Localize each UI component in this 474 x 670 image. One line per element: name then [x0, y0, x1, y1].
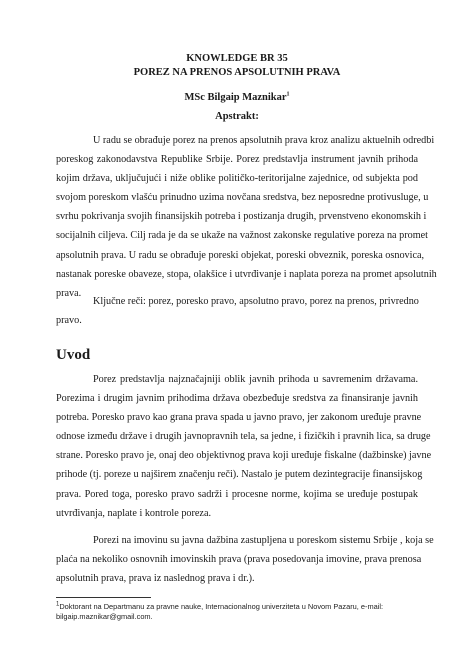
author-line — [0, 91, 474, 104]
abstract-line: prava. — [56, 287, 82, 299]
intro-paragraph-2 — [56, 531, 434, 588]
body-line: apsolutnih prava, prava iz naslednog prava i dr.). — [56, 573, 255, 585]
body-line: Porezi na imovinu su javna dažbina zastupljena u poreskom sistemu Srbije , koja se — [93, 535, 434, 546]
author-name: MSc Bilgaip Maznikar — [184, 92, 287, 103]
keywords-line: Ključne reči: porez, poresko pravo, apsolutno pravo, porez na prenos, privredno — [93, 296, 419, 307]
keywords-line: pravo. — [56, 315, 82, 327]
abstract-heading: Apstrakt: — [215, 111, 259, 122]
body-line: Porez predstavlja najznačajniji oblik javnih prihoda u savremenim državama. — [93, 374, 418, 385]
footnote-text: Doktorant na Departmanu za pravne nauke, Internacionalnog univerziteta u Novom Pazaru, e-mail: — [59, 602, 384, 611]
abstract-line: apsolutnih prava. U radu se obrađuje poreski objekat, poreski obveznik, poreska osnovica, — [56, 249, 425, 261]
header-line-1: KNOWLEDGE BR 35 — [186, 53, 288, 64]
body-line: utvrđivanja, naplate i kontrole poreza. — [56, 507, 212, 519]
abstract-line: socijalnih ciljeva. Cilj rada je da se ukaže na važnost zakonske regulative poreza na promet — [56, 230, 428, 242]
abstract-line: svrhu pokrivanja svojih finansijskih potreba i postizanja drugih, prvenstveno ekonomskih i — [56, 211, 427, 223]
keywords-paragraph — [56, 292, 418, 330]
intro-paragraph-1 — [56, 370, 432, 523]
body-line: odnose između države i drugih javnopravnih tela, sa jedne, i fizičkih i pravnih lica, sa druge — [56, 431, 431, 443]
abstract-line: poreskog zakonodavstva Republike Srbije. Porez predstavlja instrument javnih prihoda — [56, 154, 418, 166]
abstract-paragraph — [56, 131, 437, 303]
author-footnote-marker: 1 — [286, 91, 290, 98]
footnote — [56, 602, 426, 622]
paper-title: POREZ NA PRENOS APSOLUTNIH PRAVA — [133, 67, 341, 78]
footnote-marker: 1 — [56, 601, 60, 608]
body-line: potreba. Poresko pravo kao grana prava spada u javno pravo, jer zakonom uređuje pravne — [56, 412, 422, 424]
abstract-line: kojim država, uključujući i niže oblike političko-teritorijalne zajednice, od subjekta pod — [56, 173, 418, 185]
body-line: Porezima i drugim javnim prihodima država obezbeđuje sredstva za finansiranje javnih — [56, 393, 418, 405]
abstract-line: U radu se obrađuje porez na prenos apsolutnih prava kroz analizu aktuelnih odredbi — [93, 135, 435, 146]
footnote-divider — [56, 597, 151, 598]
footnote-line-2: bilgaip.maznikar@gmail.com. — [56, 612, 153, 621]
section-heading: Uvod — [56, 347, 91, 363]
body-line: prihode (tj. poreze u najširem značenju reči). Nastalo je putem dezintegracije finansijskog — [56, 469, 423, 481]
body-line: prava. Pored toga, poresko pravo sadrži i procesne norme, kojima se uređuje postupak — [56, 488, 418, 500]
body-line: plaća na nekoliko osnovnih imovinskih prava (prava posedovanja imovine, prava prenosa — [56, 554, 422, 566]
body-line: strane. Poresko pravo je, onaj deo objektivnog prava koji uređuje fiskalne (dažbinske) javne — [56, 450, 432, 462]
abstract-line: svojom poreskom vlašću prinudno uzima novčana sredstva, bez neposredne protivusluge, u — [56, 192, 429, 204]
abstract-line: nastanak poreske obaveze, stopa, olakšice i utvrđivanje i naplata poreza na promet apsolutnih — [56, 268, 437, 280]
footnote-line-1 — [56, 602, 426, 612]
